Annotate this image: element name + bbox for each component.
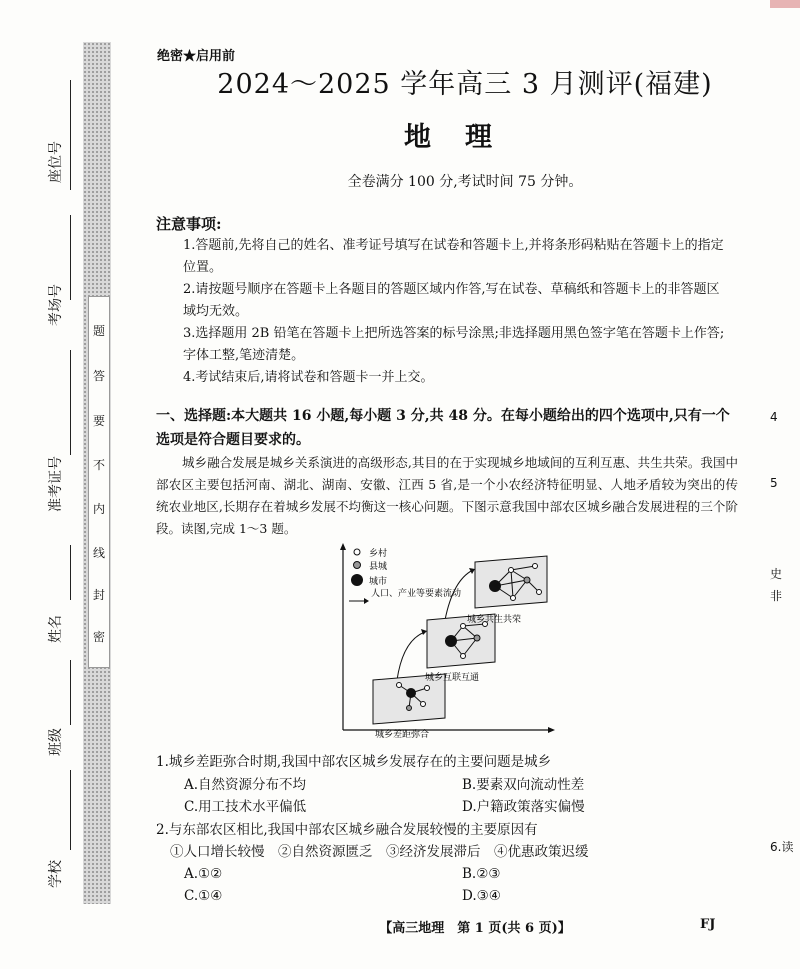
exam-room-line [70,215,71,300]
stage-label: 城乡共生共荣 [467,615,522,625]
question-2-choices: ①人口增长较慢 ②自然资源匮乏 ③经济发展滞后 ④优惠政策迟缓 [170,844,589,860]
name-label: 姓名 [48,615,64,643]
corner-mark [770,0,800,8]
admission-number-label: 准考证号 [48,456,64,512]
note-item: 2.请按题号顺序在答题卡上各题目的答题区域内作答,写在试卷、草稿纸和答题卡上的非答题区域均无效。 [183,282,720,319]
subject-title: 地理 [404,122,526,153]
question-2-option-a[interactable]: A.①② [184,866,223,882]
question-1-option-c[interactable]: C.用工技术水平偏低 [184,799,307,815]
question-2-stem: 2.与东部农区相比,我国中部农区城乡融合发展较慢的主要原因有 [156,822,538,838]
class-label: 班级 [48,728,64,756]
admission-number-line [70,350,71,455]
exam-info: 全卷满分 100 分,考试时间 75 分钟。 [347,174,583,190]
question-2-option-d[interactable]: D.③④ [462,888,501,904]
exam-title: 2024～2025 学年高三 3 月测评(福建) [217,69,713,100]
seal-line-box [88,296,110,668]
seal-char: 内 [92,502,105,516]
exam-room-label: 考场号 [48,284,64,326]
seal-char: 线 [92,546,105,560]
legend-county: 县城 [369,562,388,572]
question-2-option-b[interactable]: B.②③ [462,866,501,882]
note-item: 4.考试结束后,请将试卷和答题卡一并上交。 [183,370,434,385]
seal-char: 密 [92,630,105,644]
seal-char: 答 [92,369,105,383]
urban-rural-diagram [335,540,557,740]
edge-text: 史 [770,567,783,581]
note-item: 3.选择题用 2B 铅笔在答题卡上把所选答案的标号涂黑;非选择题用黑色签字笔在答题卡上作答;字体工整,笔迹清楚。 [183,326,725,363]
stage-label: 城乡互联互通 [425,673,480,683]
edge-text: 5 [770,476,778,490]
seal-char: 要 [92,414,105,428]
reading-passage: 城乡融合发展是城乡关系演进的高级形态,其目的在于实现城乡地域间的互利互惠、共生共荣。我国中部农区主要包括河南、湖北、湖南、安徽、江西 5 省,是一个小农经济特征明显、人地矛盾较为突出的传统农业地区,长期存在着城乡发展不均衡这一核心问题。下图示意我国中部农区城乡融合发展进程的三个阶段。读图,完成 1～3 题。 [156,455,738,536]
school-line [70,770,71,850]
question-1-option-a[interactable]: A.自然资源分布不均 [184,777,307,793]
seal-char: 题 [92,324,105,338]
confidential-label: 绝密★启用前 [157,49,236,64]
legend-city: 城市 [369,577,388,587]
legend-village: 乡村 [369,549,388,559]
question-2-option-c[interactable]: C.①④ [184,888,223,904]
section-heading: 一、选择题:本大题共 16 小题,每小题 3 分,共 48 分。在每小题给出的四个选项中,只有一个选项是符合题目要求的。 [156,408,730,448]
school-label: 学校 [48,860,64,888]
class-line [70,660,71,725]
question-1-stem: 1.城乡差距弥合时期,我国中部农区城乡发展存在的主要问题是城乡 [156,754,552,770]
edge-text: 4 [770,410,778,424]
stage-label: 城乡差距弥合 [375,730,430,740]
seal-char: 不 [92,458,105,472]
edge-text: 非 [770,589,783,603]
question-1-option-d[interactable]: D.户籍政策落实偏慢 [462,799,585,815]
page-footer: 【高三地理 第 1 页(共 6 页)】 [379,921,571,936]
seat-number-label: 座位号 [48,141,64,183]
edge-text: 6.读 [770,840,794,854]
note-item: 1.答题前,先将自己的姓名、准考证号填写在试卷和答题卡上,并将条形码粘贴在答题卡上的指定位置。 [183,238,724,275]
seal-char: 封 [92,588,105,602]
legend-flow: 人口、产业等要素流动 [371,589,462,599]
footer-code: FJ [700,917,716,932]
name-line [70,545,71,600]
notes-heading: 注意事项: [156,215,222,233]
question-1-option-b[interactable]: B.要素双向流动性差 [462,777,585,793]
